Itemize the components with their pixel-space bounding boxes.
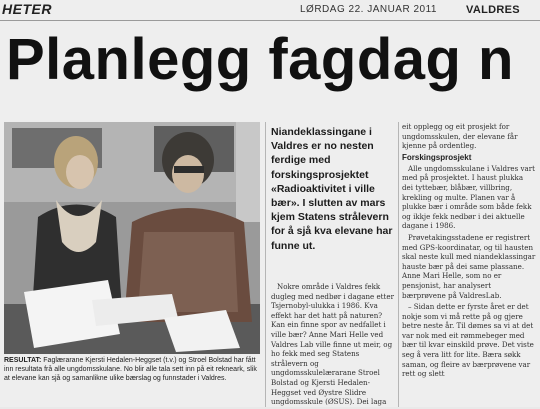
page-header [0, 0, 540, 21]
article-paragraph: Prøvetakingsstadene er registrert med GPS-koordinatar, og til hausten skal neste kull med niandeklassingar hauste bær på dei same plassane. Anne Mari Helle, som no er pensjonist, har analysert bærprøvene på ValdresLab. [402, 232, 536, 300]
newspaper-name: VALDRES [466, 4, 520, 16]
article-lead: Niandeklassingane i Valdres er no nesten ferdige med forskingsprosjektet «Radioaktivitet i ville bær». I slutten av mars kjem Statens strålevern for å sjå kva elevane har funne ut. [271, 126, 393, 252]
caption-label: RESULTAT: [4, 357, 42, 364]
article-photo [4, 122, 260, 354]
article-column-3 [402, 122, 536, 381]
column-divider [398, 122, 399, 407]
publication-date: LØRDAG 22. JANUAR 2011 [300, 4, 437, 15]
headline: Planlegg fagdag n [6, 27, 514, 92]
photo-caption [4, 356, 262, 383]
photo-illustration [4, 122, 260, 354]
section-label: HETER [2, 1, 52, 17]
article-column-2 [271, 282, 395, 409]
caption-text: Faglærarane Kjersti Hedalen-Heggset (t.v.) og Stroel Bolstad har fått inn resultata frå alle ungdomsskulane. No blir alle tala sett inn på eit rekneark, slik at elevane kan sjå og samanlikne ulike bærslag og funnstader i Valdres. [4, 357, 257, 382]
article-paragraph: Nokre område i Valdres fekk dugleg med nedbør i dagane etter Tsjernobyl-ulukka i 1986. Kva effekt har det hatt på naturen? Kan ein finne spor av nedfallet i ville bær? Anne Mari Helle ved Valdres Lab ville finne ut meir, og ho fekk med seg Statens strålevern og ungdomsskulelærarane Stroel Bolstad og Kjersti Hedalen-Heggset ved Øystre Slidre ungdomsskule (ØSUS). Dei laga [271, 282, 394, 407]
subheading: Forskingsprosjekt [402, 152, 472, 162]
article-paragraph: eit opplegg og eit prosjekt for ungdomsskulen, der elevane får kjenne på ordentleg. [402, 122, 518, 151]
column-divider [265, 122, 266, 407]
article-paragraph: – Sidan dette er fyrste året er det nokje som vi må rette på og gjere betre neste år. Til dømes sa vi at det var nok med eit rømmebeger med bær til kvar einskild prøve. Det viste seg å vera litt for lite. Bæra søkk saman, og fleire av bærprøvene var rett og slett [402, 302, 534, 379]
article-paragraph: Alle ungdomsskulane i Valdres vart med på prosjektet. I haust plukka dei tyttebær, blåbær, villbring, krekling og multe. Planen var å plukke bær i område som både fekk og ikkje fekk nedbør i dei aktuelle dagane i 1986. [402, 163, 535, 231]
